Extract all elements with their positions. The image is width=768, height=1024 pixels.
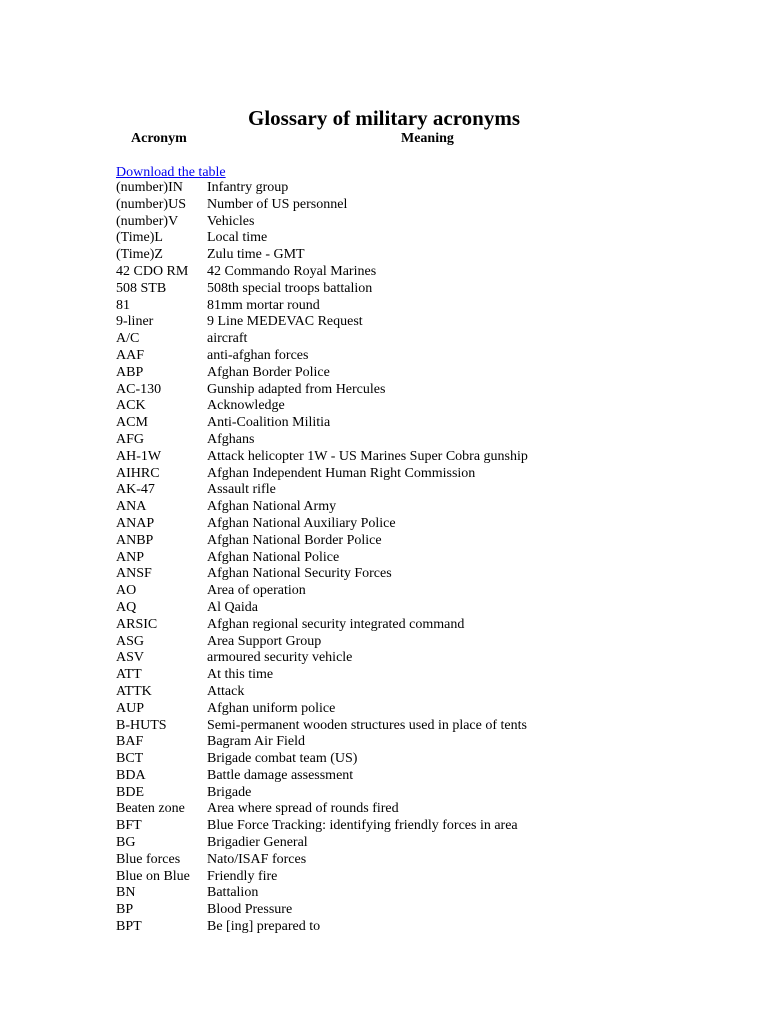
acronym-column-header: Acronym (131, 131, 187, 146)
glossary-row (116, 331, 528, 348)
meaning-cell: Friendly fire (207, 868, 278, 884)
acronym-cell: ANAP (116, 515, 155, 531)
meaning-cell: Anti-Coalition Militia (207, 415, 331, 431)
meaning-cell: Afghan Border Police (207, 364, 330, 380)
glossary-row (116, 852, 528, 869)
glossary-row (116, 818, 528, 835)
acronym-cell: 81 (116, 297, 130, 313)
glossary-row (116, 701, 528, 718)
glossary-row (116, 180, 528, 197)
glossary-row (116, 617, 528, 634)
meaning-cell: Brigade (207, 784, 252, 800)
acronym-cell: ANA (116, 499, 147, 515)
glossary-row (116, 398, 528, 415)
meaning-cell: Bagram Air Field (207, 734, 305, 750)
acronym-cell: ACM (116, 415, 148, 431)
meaning-cell: Attack (207, 683, 245, 699)
page-title: Glossary of military acronyms (248, 106, 520, 130)
meaning-cell: Afghan National Security Forces (207, 566, 392, 582)
glossary-row (116, 230, 528, 247)
glossary-row (116, 650, 528, 667)
acronym-cell: BFT (116, 818, 142, 834)
glossary-list (116, 180, 528, 936)
glossary-row (116, 583, 528, 600)
meaning-cell: Vehicles (207, 213, 255, 229)
glossary-row (116, 902, 528, 919)
glossary-row (116, 566, 528, 583)
meaning-cell: Attack helicopter 1W - US Marines Super Cobra gunship (207, 448, 528, 464)
glossary-row (116, 214, 528, 231)
acronym-cell: BAF (116, 734, 144, 750)
glossary-row (116, 298, 528, 315)
glossary-row (116, 382, 528, 399)
meaning-cell: Semi-permanent wooden structures used in place of tents (207, 717, 527, 733)
glossary-row (116, 533, 528, 550)
acronym-cell: ASV (116, 650, 145, 666)
glossary-row (116, 516, 528, 533)
meaning-cell: Afghans (207, 431, 255, 447)
glossary-row (116, 314, 528, 331)
meaning-cell: 508th special troops battalion (207, 280, 373, 296)
meaning-cell: Nato/ISAF forces (207, 851, 307, 867)
acronym-cell: BN (116, 885, 136, 901)
acronym-cell: ANBP (116, 532, 154, 548)
meaning-cell: Afghan National Border Police (207, 532, 382, 548)
acronym-cell: BG (116, 835, 136, 851)
acronym-cell: 42 CDO RM (116, 263, 189, 279)
meaning-cell: Al Qaida (207, 599, 258, 615)
glossary-row (116, 247, 528, 264)
glossary-row (116, 718, 528, 735)
glossary-row (116, 768, 528, 785)
acronym-cell: BPT (116, 919, 142, 935)
glossary-row (116, 684, 528, 701)
acronym-cell: AQ (116, 599, 137, 615)
meaning-cell: 42 Commando Royal Marines (207, 263, 377, 279)
meaning-cell: Blue Force Tracking: identifying friendly forces in area (207, 818, 518, 834)
acronym-cell: AK-47 (116, 482, 155, 498)
glossary-row (116, 365, 528, 382)
acronym-cell: AH-1W (116, 448, 162, 464)
glossary-row (116, 415, 528, 432)
meaning-cell: Brigade combat team (US) (207, 751, 358, 767)
meaning-cell: At this time (207, 667, 274, 683)
glossary-row (116, 449, 528, 466)
glossary-row (116, 667, 528, 684)
meaning-cell: Afghan Independent Human Right Commission (207, 465, 476, 481)
acronym-cell: BDA (116, 767, 146, 783)
acronym-cell: 9-liner (116, 314, 154, 330)
meaning-cell: Gunship adapted from Hercules (207, 381, 386, 397)
meaning-cell: Afghan uniform police (207, 700, 336, 716)
meaning-cell: Acknowledge (207, 398, 285, 414)
acronym-cell: ATT (116, 667, 142, 683)
meaning-cell: aircraft (207, 331, 248, 347)
acronym-cell: A/C (116, 331, 140, 347)
meaning-cell: Area where spread of rounds fired (207, 801, 399, 817)
acronym-cell: 508 STB (116, 280, 167, 296)
download-table-link[interactable]: Download the table (116, 165, 226, 180)
glossary-row (116, 432, 528, 449)
glossary-row (116, 466, 528, 483)
glossary-row (116, 801, 528, 818)
acronym-cell: (number)US (116, 196, 186, 212)
glossary-row (116, 482, 528, 499)
meaning-cell: armoured security vehicle (207, 650, 353, 666)
glossary-row (116, 869, 528, 886)
acronym-cell: ARSIC (116, 616, 158, 632)
acronym-cell: ANP (116, 549, 145, 565)
glossary-row (116, 281, 528, 298)
glossary-row (116, 634, 528, 651)
acronym-cell: ATTK (116, 683, 152, 699)
acronym-cell: ACK (116, 398, 146, 414)
meaning-cell: Battle damage assessment (207, 767, 354, 783)
meaning-cell: Local time (207, 230, 268, 246)
acronym-cell: AIHRC (116, 465, 160, 481)
glossary-row (116, 550, 528, 567)
acronym-cell: AO (116, 583, 137, 599)
acronym-cell: ASG (116, 633, 145, 649)
meaning-cell: Battalion (207, 885, 259, 901)
acronym-cell: (number)V (116, 213, 179, 229)
meaning-cell: Afghan National Army (207, 499, 337, 515)
meaning-cell: Afghan regional security integrated command (207, 616, 465, 632)
acronym-cell: BP (116, 902, 134, 918)
acronym-cell: Beaten zone (116, 801, 185, 817)
glossary-row (116, 919, 528, 936)
glossary-row (116, 499, 528, 516)
acronym-cell: AC-130 (116, 381, 162, 397)
acronym-cell: ANSF (116, 566, 152, 582)
acronym-cell: AFG (116, 431, 145, 447)
acronym-cell: B-HUTS (116, 717, 167, 733)
acronym-cell: (number)IN (116, 180, 183, 195)
meaning-cell: Assault rifle (207, 482, 276, 498)
acronym-cell: ABP (116, 364, 144, 380)
glossary-row (116, 785, 528, 802)
meaning-cell: Brigadier General (207, 835, 308, 851)
acronym-cell: (Time)Z (116, 247, 163, 263)
meaning-cell: 81mm mortar round (207, 297, 320, 313)
glossary-row (116, 734, 528, 751)
acronym-cell: AAF (116, 347, 145, 363)
meaning-cell: Afghan National Auxiliary Police (207, 515, 396, 531)
glossary-row (116, 264, 528, 281)
meaning-cell: Area Support Group (207, 633, 322, 649)
acronym-cell: (Time)L (116, 230, 163, 246)
glossary-row (116, 835, 528, 852)
meaning-cell: Zulu time - GMT (207, 247, 305, 263)
meaning-cell: Blood Pressure (207, 902, 293, 918)
meaning-cell: Infantry group (207, 180, 289, 195)
meaning-cell: 9 Line MEDEVAC Request (207, 314, 363, 330)
acronym-cell: AUP (116, 700, 145, 716)
acronym-cell: BCT (116, 751, 144, 767)
meaning-cell: Area of operation (207, 583, 306, 599)
glossary-row (116, 751, 528, 768)
meaning-cell: Number of US personnel (207, 196, 348, 212)
acronym-cell: Blue on Blue (116, 868, 190, 884)
glossary-row (116, 348, 528, 365)
acronym-cell: BDE (116, 784, 144, 800)
acronym-cell: Blue forces (116, 851, 181, 867)
meaning-cell: Afghan National Police (207, 549, 340, 565)
glossary-row (116, 885, 528, 902)
glossary-row (116, 197, 528, 214)
meaning-cell: anti-afghan forces (207, 347, 309, 363)
glossary-row (116, 600, 528, 617)
meaning-cell: Be [ing] prepared to (207, 919, 321, 935)
meaning-column-header: Meaning (401, 131, 454, 146)
